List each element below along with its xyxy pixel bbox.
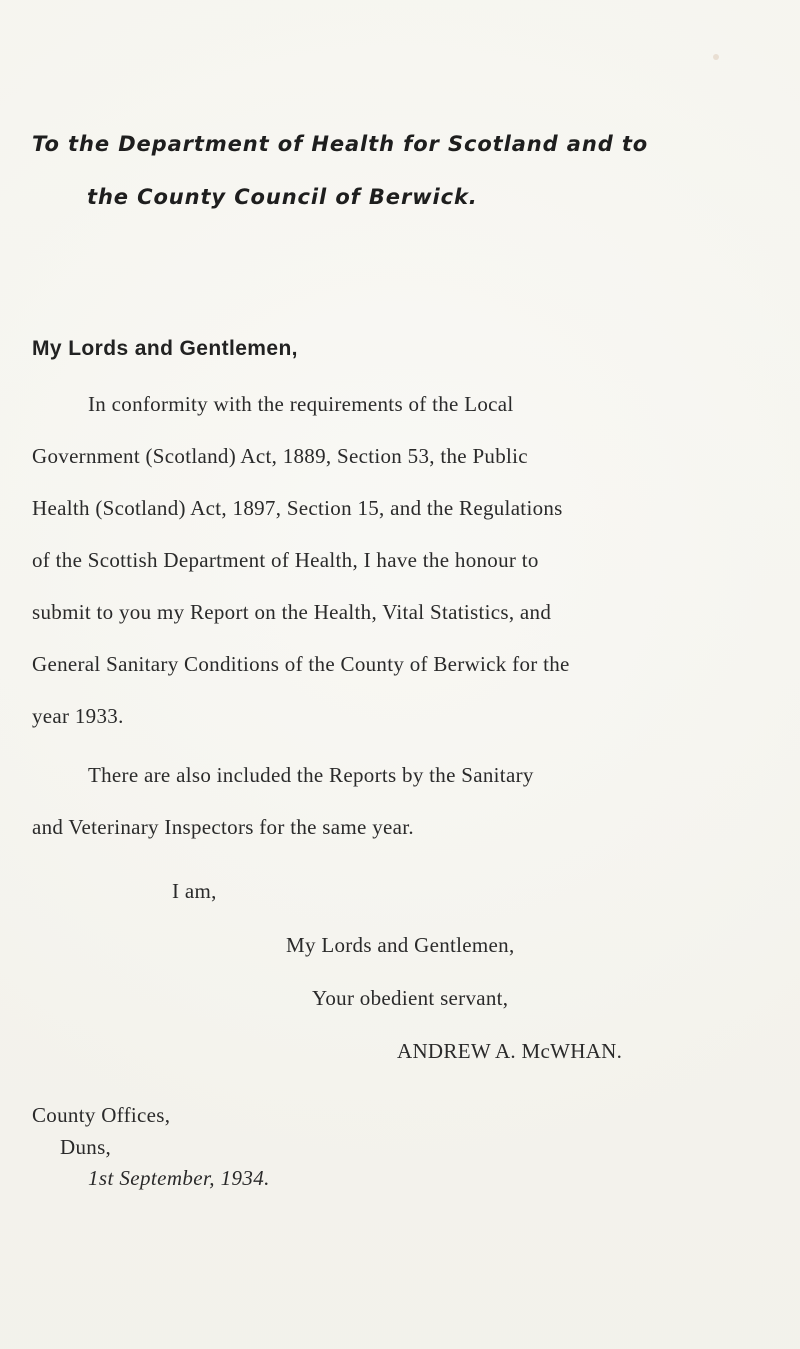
address-line-2: Duns, xyxy=(60,1135,112,1159)
paragraph1-line-6: General Sanitary Conditions of the County of Berwick for the xyxy=(32,652,570,676)
paragraph2-line-2: and Veterinary Inspectors for the same year. xyxy=(32,815,414,839)
address-line-1: County Offices, xyxy=(32,1103,171,1127)
heading-line-2: the County Council of Berwick. xyxy=(87,185,478,209)
closing-obedient: Your obedient servant, xyxy=(312,986,509,1010)
signature-name: ANDREW A. McWHAN. xyxy=(397,1039,623,1063)
paragraph1-line-2: Government (Scotland) Act, 1889, Section 53, the Public xyxy=(32,444,528,468)
salutation: My Lords and Gentlemen, xyxy=(32,337,298,360)
paragraph1-line-7: year 1933. xyxy=(32,704,124,728)
paragraph1-line-3: Health (Scotland) Act, 1897, Section 15, and the Regulations xyxy=(32,496,563,520)
closing-my-lords: My Lords and Gentlemen, xyxy=(286,933,515,957)
letter-date: 1st September, 1934. xyxy=(88,1166,270,1190)
closing-i-am: I am, xyxy=(172,879,217,903)
paragraph2-line-1: There are also included the Reports by the Sanitary xyxy=(88,763,534,787)
paragraph1-line-4: of the Scottish Department of Health, I have the honour to xyxy=(32,548,539,572)
paragraph1-line-1: In conformity with the requirements of the Local xyxy=(88,392,514,416)
paper-speck xyxy=(713,54,719,60)
paragraph1-line-5: submit to you my Report on the Health, Vital Statistics, and xyxy=(32,600,552,624)
heading-line-1: To the Department of Health for Scotland and to xyxy=(32,132,649,156)
